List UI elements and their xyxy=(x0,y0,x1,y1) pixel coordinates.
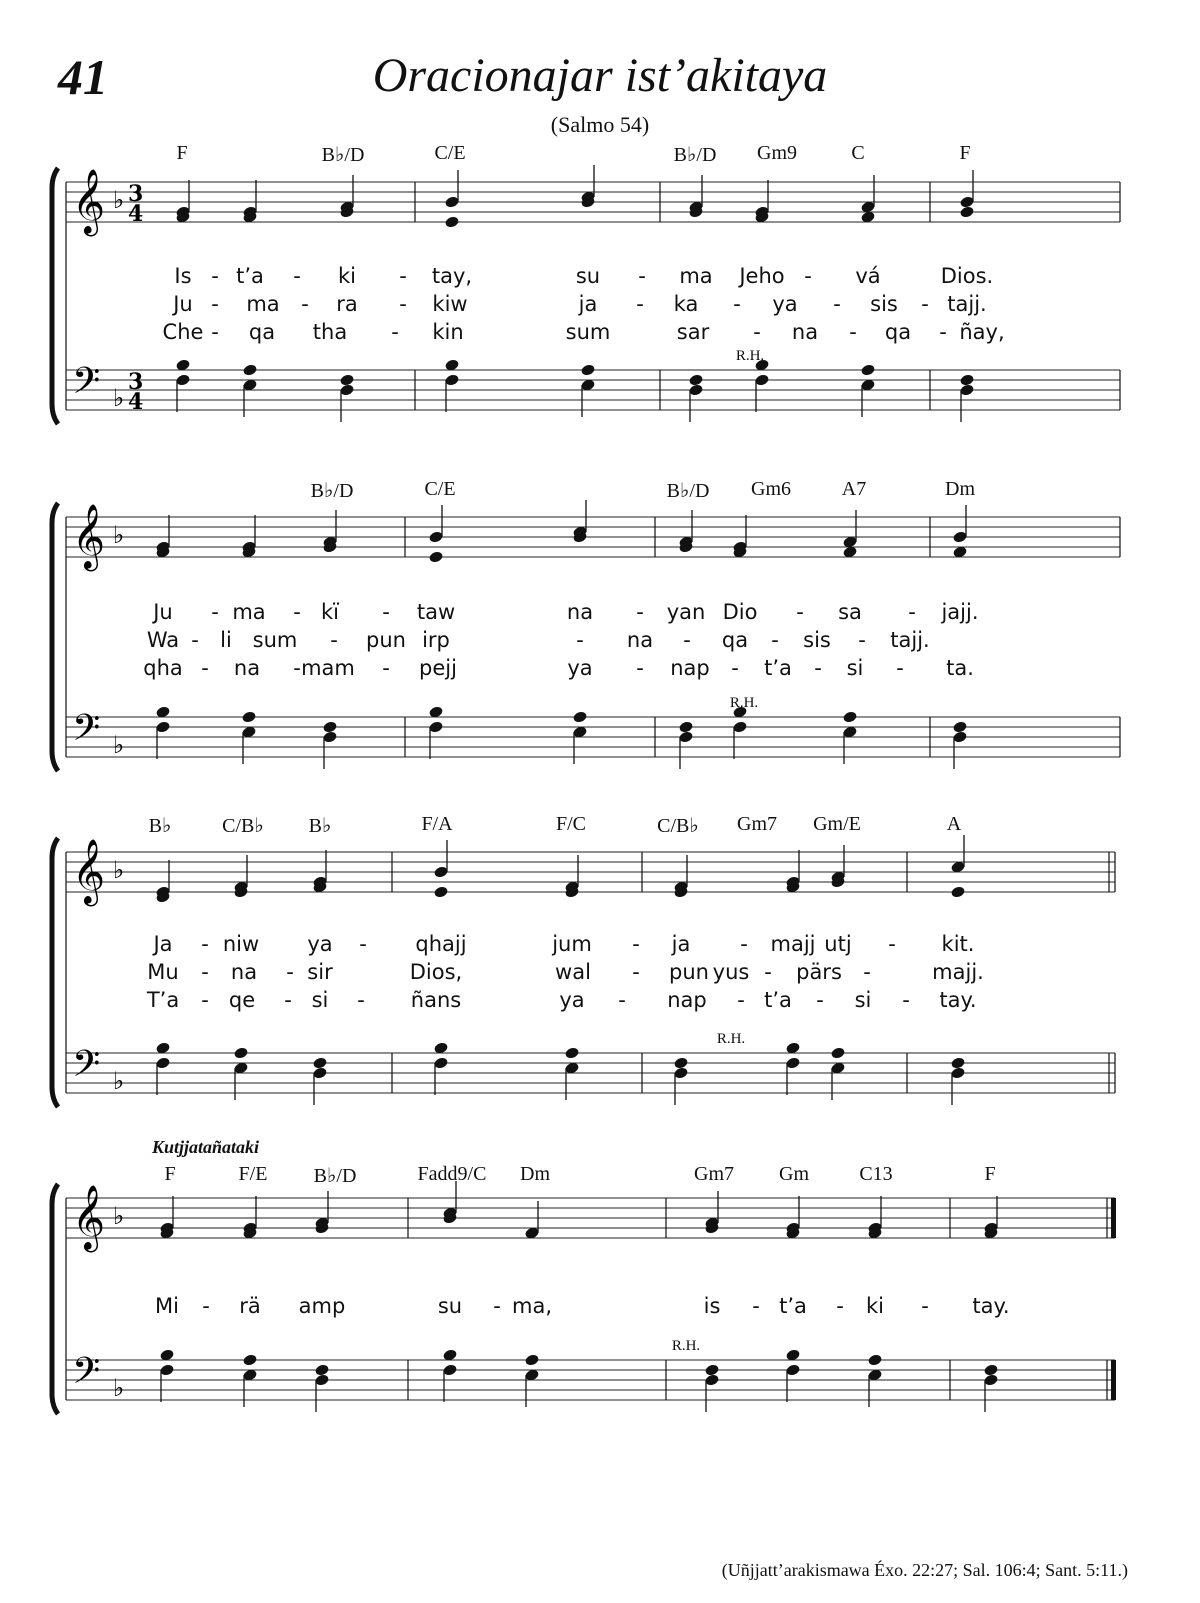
bass-chord-note xyxy=(704,1363,719,1412)
bass-chord-note xyxy=(983,1363,998,1412)
lyric-hyphen: - xyxy=(211,292,219,316)
treble-clef: 𝄞 xyxy=(72,1185,106,1250)
bass-chord-note xyxy=(785,1041,800,1095)
lyric-syllable: yan xyxy=(666,600,706,624)
lyric-syllable: ta. xyxy=(946,656,974,680)
lyric-syllable: qe xyxy=(228,988,256,1012)
chord-symbol: A7 xyxy=(841,478,867,500)
lyric-syllable: sar xyxy=(676,320,710,344)
lyric-hyphen: - xyxy=(284,988,292,1012)
lyric-syllable: Ju xyxy=(173,292,193,316)
lyric-syllable: si xyxy=(846,656,864,680)
lyric-syllable: majj. xyxy=(932,960,984,984)
lyric-syllable: kit. xyxy=(941,932,975,956)
lyric-syllable: ya xyxy=(772,292,798,316)
final-barline xyxy=(1111,1198,1116,1238)
lyric-syllable: ja xyxy=(578,292,598,316)
lyric-syllable: niw xyxy=(222,932,260,956)
right-hand-marking: R.H. xyxy=(735,348,765,364)
bass-staff xyxy=(66,1360,1115,1400)
lyric-syllable: li xyxy=(220,628,232,652)
bass-chord-note xyxy=(312,1056,327,1105)
lyric-syllable: tay. xyxy=(939,988,977,1012)
key-signature-flat: ♭ xyxy=(113,731,125,759)
chord-symbol: C13 xyxy=(859,1163,893,1185)
lyric-hyphen: - xyxy=(618,988,626,1012)
lyric-syllable: Dios, xyxy=(409,960,463,984)
lyric-syllable: Dio xyxy=(722,600,758,624)
chord-symbol: Dm xyxy=(520,1163,550,1185)
lyric-hyphen: - xyxy=(201,656,209,680)
chord-symbol: C/E xyxy=(434,142,466,164)
lyric-hyphen: - xyxy=(771,628,779,652)
lyric-syllable: nap xyxy=(670,656,710,680)
lyric-syllable: si xyxy=(854,988,872,1012)
chord-symbol: F/C xyxy=(555,813,587,835)
time-signature-bass xyxy=(128,369,143,415)
treble-chord-note xyxy=(952,505,967,559)
lyric-syllable: qha xyxy=(143,656,183,680)
lyric-hyphen: - xyxy=(391,320,399,344)
bass-chord-note xyxy=(155,705,170,759)
lyric-syllable: na xyxy=(230,960,258,984)
lyric-syllable: ma xyxy=(679,264,713,288)
lyric-syllable: ka xyxy=(673,292,699,316)
lyric-syllable: tajj. xyxy=(947,292,987,316)
system-bracket xyxy=(52,1184,58,1414)
lyric-hyphen: - xyxy=(330,628,338,652)
lyric-hyphen: - xyxy=(293,264,301,288)
bass-chord-note xyxy=(785,1348,800,1402)
bass-chord-note xyxy=(339,373,354,422)
lyric-syllable: kin xyxy=(432,320,464,344)
bass-chord-note xyxy=(678,720,693,769)
lyric-syllable: ñay, xyxy=(959,320,1005,344)
lyric-hyphen: - xyxy=(849,320,857,344)
svg-text:4: 4 xyxy=(128,389,144,415)
chord-symbol: B♭/D xyxy=(666,480,710,502)
chord-symbol: B♭/D xyxy=(313,1165,357,1187)
lyric-syllable: vá xyxy=(855,264,881,288)
lyric-syllable: rä xyxy=(239,1294,261,1318)
lyric-hyphen: - xyxy=(301,292,309,316)
lyric-hyphen: - xyxy=(863,960,871,984)
lyric-syllable: Ju xyxy=(153,600,173,624)
lyric-syllable: Mu xyxy=(147,960,179,984)
lyric-hyphen: - xyxy=(764,960,772,984)
bass-clef: 𝄢 xyxy=(72,1350,101,1401)
treble-staff xyxy=(66,1198,1115,1238)
lyric-syllable: t’a xyxy=(236,264,264,288)
treble-staff xyxy=(66,852,1115,892)
lyric-syllable: na xyxy=(791,320,819,344)
lyric-syllable: Mi xyxy=(155,1294,179,1318)
key-signature-flat: ♭ xyxy=(113,1374,125,1402)
lyric-hyphen: - xyxy=(733,292,741,316)
lyric-syllable: is xyxy=(703,1294,721,1318)
bass-chord-note xyxy=(444,358,459,412)
chord-symbol: C xyxy=(851,142,865,164)
lyric-syllable: ya xyxy=(567,656,593,680)
lyric-hyphen: - xyxy=(753,320,761,344)
key-signature-flat: ♭ xyxy=(113,521,125,549)
lyric-syllable: kï xyxy=(321,600,339,624)
lyric-syllable: pun xyxy=(669,960,709,984)
lyric-hyphen: - xyxy=(804,264,812,288)
chord-symbol: C/B♭ xyxy=(222,815,264,837)
lyric-hyphen: - xyxy=(286,960,294,984)
bass-chord-note xyxy=(428,705,443,759)
chord-symbol: C/E xyxy=(424,478,456,500)
lyric-hyphen: - xyxy=(399,264,407,288)
bass-chord-note xyxy=(959,373,974,422)
lyric-hyphen: - xyxy=(814,656,822,680)
lyric-hyphen: - xyxy=(359,932,367,956)
lyric-syllable: pun xyxy=(366,628,406,652)
lyric-syllable: t’a xyxy=(764,656,792,680)
treble-clef: 𝄞 xyxy=(72,169,106,234)
lyric-hyphen: - xyxy=(293,656,301,680)
bass-chord-note xyxy=(442,1348,457,1402)
lyric-syllable: Ja xyxy=(153,932,173,956)
key-signature-flat: ♭ xyxy=(113,186,125,214)
lyric-hyphen: - xyxy=(939,320,947,344)
treble-chord-note xyxy=(444,170,459,229)
right-hand-marking: R.H. xyxy=(671,1338,701,1354)
lyric-syllable: sum xyxy=(252,628,298,652)
bass-chord-note xyxy=(159,1348,174,1402)
lyric-hyphen: - xyxy=(902,988,910,1012)
lyric-syllable: jajj. xyxy=(941,600,979,624)
lyric-syllable: mam xyxy=(301,656,355,680)
lyric-hyphen: - xyxy=(638,264,646,288)
bass-chord-note xyxy=(754,358,769,412)
lyric-syllable: si xyxy=(311,988,329,1012)
lyric-hyphen: - xyxy=(357,988,365,1012)
system-3 xyxy=(0,812,1200,1143)
lyric-hyphen: - xyxy=(201,932,209,956)
svg-text:3: 3 xyxy=(128,181,144,207)
lyric-syllable: ya xyxy=(307,932,333,956)
treble-clef: 𝄞 xyxy=(72,504,106,569)
key-signature-flat: ♭ xyxy=(113,856,125,884)
lyric-hyphen: - xyxy=(636,600,644,624)
time-signature-treble xyxy=(128,181,143,227)
treble-chord-note xyxy=(572,500,587,544)
bass-chord-note xyxy=(322,720,337,769)
system-bracket xyxy=(52,503,58,771)
bass-clef: 𝄢 xyxy=(72,360,101,411)
chord-symbol: Gm/E xyxy=(813,813,861,835)
lyric-syllable: tay. xyxy=(972,1294,1010,1318)
bass-chord-note xyxy=(175,358,190,412)
chord-symbol: Gm6 xyxy=(751,478,791,500)
chord-symbol: C/B♭ xyxy=(657,815,699,837)
lyric-syllable: ra xyxy=(336,292,358,316)
lyric-hyphen: - xyxy=(202,1294,210,1318)
bass-chord-note xyxy=(155,1041,170,1095)
chord-symbol: F xyxy=(176,142,188,164)
lyric-hyphen: - xyxy=(836,1294,844,1318)
svg-text:3: 3 xyxy=(128,369,144,395)
lyric-syllable: Che xyxy=(162,320,204,344)
lyric-syllable: sir xyxy=(307,960,333,984)
chord-symbol: Gm9 xyxy=(757,142,797,164)
chord-symbol: F xyxy=(959,142,971,164)
lyric-syllable: ki xyxy=(866,1294,884,1318)
treble-chord-note xyxy=(580,165,595,209)
treble-chord-note xyxy=(428,505,443,564)
lyric-syllable: t’a xyxy=(779,1294,807,1318)
lyric-hyphen: - xyxy=(211,264,219,288)
chord-symbol: Dm xyxy=(945,478,975,500)
chord-symbol: B♭ xyxy=(308,815,332,837)
lyric-syllable: t’a xyxy=(764,988,792,1012)
system-bracket xyxy=(52,838,58,1107)
lyric-hyphen: - xyxy=(683,628,691,652)
lyric-syllable: qhajj xyxy=(415,932,467,956)
lyric-syllable: utj xyxy=(824,932,852,956)
bass-chord-note xyxy=(673,1056,688,1105)
lyric-hyphen: - xyxy=(636,656,644,680)
lyric-syllable: sis xyxy=(870,292,898,316)
lyric-syllable: yus xyxy=(712,960,750,984)
bass-chord-note xyxy=(688,373,703,422)
lyric-hyphen: - xyxy=(632,960,640,984)
lyric-hyphen: - xyxy=(211,600,219,624)
final-barline xyxy=(1111,1360,1116,1400)
lyric-syllable: sis xyxy=(803,628,831,652)
lyric-hyphen: - xyxy=(382,656,390,680)
lyric-syllable: sum xyxy=(565,320,611,344)
bass-clef: 𝄢 xyxy=(72,707,101,758)
treble-clef: 𝄞 xyxy=(72,839,106,904)
lyric-hyphen: - xyxy=(576,628,584,652)
chord-symbol: B♭/D xyxy=(673,144,717,166)
svg-text:4: 4 xyxy=(128,201,144,227)
lyric-syllable: majj xyxy=(770,932,816,956)
bass-chord-note xyxy=(433,1041,448,1095)
lyric-syllable: Dios. xyxy=(940,264,994,288)
chord-symbol: F/A xyxy=(421,813,453,835)
lyric-hyphen: - xyxy=(201,960,209,984)
lyric-syllable: qa xyxy=(721,628,749,652)
lyric-syllable: na xyxy=(233,656,261,680)
chord-symbol: B♭/D xyxy=(321,144,365,166)
lyric-syllable: su xyxy=(575,264,601,288)
lyric-syllable: Jeho xyxy=(739,264,785,288)
lyric-syllable: ñans xyxy=(410,988,462,1012)
lyric-syllable: qa xyxy=(884,320,912,344)
hymn-number: 41 xyxy=(58,49,108,105)
lyric-syllable: na xyxy=(566,600,594,624)
lyric-hyphen: - xyxy=(908,600,916,624)
lyric-hyphen: - xyxy=(740,932,748,956)
system-2 xyxy=(0,477,1200,807)
lyric-syllable: Is xyxy=(174,264,192,288)
chord-symbol: B♭ xyxy=(148,815,172,837)
system-bracket xyxy=(52,168,58,424)
right-hand-marking: R.H. xyxy=(729,695,759,711)
lyric-hyphen: - xyxy=(636,292,644,316)
lyric-syllable: amp xyxy=(298,1294,346,1318)
lyric-hyphen: - xyxy=(293,600,301,624)
lyric-hyphen: - xyxy=(737,988,745,1012)
lyric-syllable: ki xyxy=(338,264,356,288)
lyric-hyphen: - xyxy=(816,988,824,1012)
chord-symbol: F xyxy=(984,1163,996,1185)
lyric-syllable: ya xyxy=(559,988,585,1012)
lyric-hyphen: - xyxy=(731,656,739,680)
treble-chord-note xyxy=(959,170,974,219)
lyric-hyphen: - xyxy=(888,932,896,956)
hymn-title: Oracionajar ist’akitaya xyxy=(372,49,828,102)
lyric-hyphen: - xyxy=(399,292,407,316)
chord-symbol: Gm7 xyxy=(737,813,777,835)
treble-chord-note xyxy=(524,1201,539,1240)
system-4 xyxy=(0,1158,1200,1450)
lyric-hyphen: - xyxy=(211,320,219,344)
lyric-syllable: nap xyxy=(667,988,707,1012)
lyric-syllable: su xyxy=(437,1294,463,1318)
lyric-syllable: pärs xyxy=(796,960,842,984)
lyric-hyphen: - xyxy=(833,292,841,316)
lyric-hyphen: - xyxy=(201,988,209,1012)
bass-clef: 𝄢 xyxy=(72,1043,101,1094)
bass-chord-note xyxy=(952,720,967,769)
lyric-syllable: irp xyxy=(422,628,450,652)
lyric-hyphen: - xyxy=(921,1294,929,1318)
lyric-syllable: jum xyxy=(552,932,592,956)
lyric-syllable: sa xyxy=(838,600,862,624)
bass-chord-note xyxy=(732,705,747,759)
lyric-syllable: ma, xyxy=(511,1294,553,1318)
chord-symbol: B♭/D xyxy=(310,480,354,502)
lyric-hyphen: - xyxy=(752,1294,760,1318)
treble-chord-note xyxy=(433,840,448,899)
lyric-syllable: taw xyxy=(416,600,456,624)
lyric-syllable: na xyxy=(626,628,654,652)
lyric-hyphen: - xyxy=(191,628,199,652)
chord-symbol: Fadd9/C xyxy=(417,1163,487,1185)
lyric-syllable: qa xyxy=(248,320,276,344)
lyric-syllable: kiw xyxy=(432,292,468,316)
lyric-hyphen: - xyxy=(382,600,390,624)
lyric-syllable: tay, xyxy=(431,264,473,288)
bass-chord-note xyxy=(314,1363,329,1412)
bass-chord-note xyxy=(950,1056,965,1105)
lyric-syllable: tajj. xyxy=(890,628,930,652)
chord-symbol: A xyxy=(946,813,962,835)
tempo-marking: Kutjjatañataki xyxy=(152,1137,260,1157)
lyric-hyphen: - xyxy=(493,1294,501,1318)
key-signature-flat: ♭ xyxy=(113,1067,125,1095)
lyric-syllable: Wa xyxy=(146,628,180,652)
chord-symbol: Gm xyxy=(779,1163,809,1185)
lyric-syllable: pejj xyxy=(419,656,457,680)
treble-chord-note xyxy=(442,1181,457,1225)
lyric-syllable: tha xyxy=(312,320,348,344)
lyric-hyphen: - xyxy=(921,292,929,316)
lyric-hyphen: - xyxy=(796,600,804,624)
key-signature-flat: ♭ xyxy=(113,1202,125,1230)
lyric-syllable: T’a xyxy=(146,988,180,1012)
lyric-syllable: ma xyxy=(232,600,266,624)
lyric-hyphen: - xyxy=(896,656,904,680)
chord-symbol: Gm7 xyxy=(694,1163,734,1185)
lyric-syllable: wal xyxy=(555,960,591,984)
treble-chord-note xyxy=(950,835,965,899)
lyric-syllable: ma xyxy=(246,292,280,316)
chord-symbol: F xyxy=(164,1163,176,1185)
lyric-hyphen: - xyxy=(632,932,640,956)
key-signature-flat: ♭ xyxy=(113,384,125,412)
lyric-hyphen: - xyxy=(858,628,866,652)
hymn-subtitle: (Salmo 54) xyxy=(550,112,650,137)
scripture-reference: (Uñjjatt’arakismawa Éxo. 22:27; Sal. 106:4; Sant. 5:11.) xyxy=(721,1560,1128,1580)
right-hand-marking: R.H. xyxy=(716,1031,746,1047)
chord-symbol: F/E xyxy=(238,1163,268,1185)
lyric-syllable: ja xyxy=(671,932,691,956)
